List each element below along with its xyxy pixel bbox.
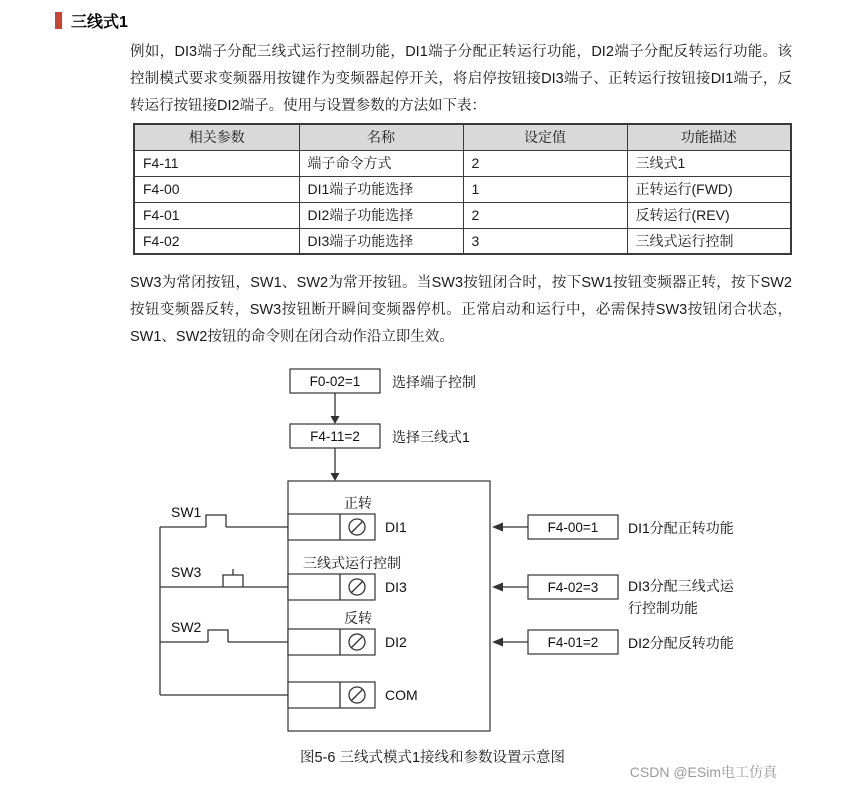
switch-label: SW1 bbox=[171, 504, 202, 520]
flow-box-label: 选择三线式1 bbox=[392, 429, 470, 445]
param-box-value: F4-01=2 bbox=[547, 635, 599, 650]
table-row bbox=[134, 150, 791, 176]
pushbutton-no-symbol bbox=[208, 630, 228, 642]
cell-value: 2 bbox=[463, 150, 627, 176]
left-arrowhead bbox=[492, 638, 503, 647]
wiring-diagram bbox=[0, 359, 865, 744]
down-arrowhead bbox=[331, 416, 340, 424]
cell-name: DI1端子功能选择 bbox=[299, 176, 463, 202]
switch-sw2 bbox=[160, 619, 288, 642]
terminal-name: COM bbox=[385, 687, 418, 703]
pushbutton-nc-symbol bbox=[223, 575, 243, 587]
table-row bbox=[134, 228, 791, 254]
watermark: CSDN @ESim电工仿真 bbox=[629, 764, 777, 780]
terminal-name: DI3 bbox=[385, 579, 407, 595]
page-title: 三线式1 bbox=[71, 14, 128, 31]
table-header-row bbox=[134, 124, 791, 150]
param-annotation-di3 bbox=[492, 575, 735, 616]
col-header-desc: 功能描述 bbox=[627, 124, 791, 150]
terminal-name: DI1 bbox=[385, 519, 407, 535]
flow-box-value: F4-11=2 bbox=[310, 429, 360, 444]
terminal-name: DI2 bbox=[385, 634, 407, 650]
switch-label: SW3 bbox=[171, 564, 202, 580]
paragraph-switch-logic: SW3为常闭按钮，SW1、SW2为常开按钮。当SW3按钮闭合时，按下SW1按钮变频器正转，按下SW2按钮变频器反转，SW3按钮断开瞬间变频器停机。正常启动和运行中，必需保持SW3按钮闭合状态，SW1、SW2按钮的命令则在闭合动作沿立即生效。 bbox=[130, 275, 792, 345]
common-wiring bbox=[160, 527, 288, 695]
param-annotation-di2 bbox=[492, 630, 734, 654]
terminal-function-label: 反转 bbox=[344, 610, 372, 626]
terminal-box bbox=[288, 629, 375, 655]
flow-box-value: F0-02=1 bbox=[309, 374, 361, 389]
param-box-value: F4-00=1 bbox=[547, 520, 599, 535]
left-arrowhead bbox=[492, 583, 503, 592]
flow-step-terminal-control bbox=[290, 369, 476, 393]
switch-sw1 bbox=[160, 504, 288, 527]
terminal-box bbox=[288, 514, 375, 540]
switch-label: SW2 bbox=[171, 619, 202, 635]
flow-box-label: 选择端子控制 bbox=[392, 374, 476, 390]
terminal-box bbox=[288, 682, 375, 708]
cell-param: F4-11 bbox=[134, 150, 299, 176]
param-annotation-di1 bbox=[492, 515, 734, 539]
flow-step-three-wire bbox=[290, 424, 470, 448]
cell-desc: 正转运行(FWD) bbox=[627, 176, 791, 202]
cell-name: 端子命令方式 bbox=[299, 150, 463, 176]
cell-desc: 三线式运行控制 bbox=[627, 228, 791, 254]
table-row bbox=[134, 176, 791, 202]
cell-param: F4-01 bbox=[134, 202, 299, 228]
section-heading bbox=[0, 0, 865, 32]
terminal-function-label: 三线式运行控制 bbox=[303, 555, 401, 571]
figure-caption: 图5-6 三线式模式1接线和参数设置示意图 bbox=[299, 750, 566, 766]
left-arrowhead bbox=[492, 523, 503, 532]
table-row bbox=[134, 202, 791, 228]
param-label-line2: 行控制功能 bbox=[628, 600, 698, 616]
cell-name: DI2端子功能选择 bbox=[299, 202, 463, 228]
down-arrowhead bbox=[331, 473, 340, 481]
param-label: DI2分配反转功能 bbox=[628, 635, 734, 651]
col-header-name: 名称 bbox=[299, 124, 463, 150]
paragraph-intro: 例如，DI3端子分配三线式运行控制功能，DI1端子分配正转运行功能，DI2端子分配反转运行功能。该控制模式要求变频器用按键作为变频器起停开关，将启停按钮接DI3端子、正转运行按钮接DI1端子，反转运行按钮接DI2端子。使用与设置参数的方法如下表： bbox=[130, 44, 792, 114]
param-label-line1: DI3分配三线式运 bbox=[628, 578, 734, 594]
cell-desc: 反转运行(REV) bbox=[627, 202, 791, 228]
cell-desc: 三线式1 bbox=[627, 150, 791, 176]
param-box-value: F4-02=3 bbox=[547, 580, 599, 595]
body-content bbox=[130, 39, 792, 351]
terminal-function-label: 正转 bbox=[344, 495, 372, 511]
cell-value: 3 bbox=[463, 228, 627, 254]
cell-name: DI3端子功能选择 bbox=[299, 228, 463, 254]
cell-param: F4-02 bbox=[134, 228, 299, 254]
terminal-box bbox=[288, 574, 375, 600]
pushbutton-no-symbol bbox=[206, 515, 226, 527]
switch-sw3 bbox=[160, 564, 288, 587]
cell-param: F4-00 bbox=[134, 176, 299, 202]
cell-value: 2 bbox=[463, 202, 627, 228]
param-label: DI1分配正转功能 bbox=[628, 520, 734, 536]
col-header-param: 相关参数 bbox=[134, 124, 299, 150]
heading-marker bbox=[55, 12, 62, 29]
parameter-table bbox=[133, 123, 792, 255]
col-header-value: 设定值 bbox=[463, 124, 627, 150]
cell-value: 1 bbox=[463, 176, 627, 202]
